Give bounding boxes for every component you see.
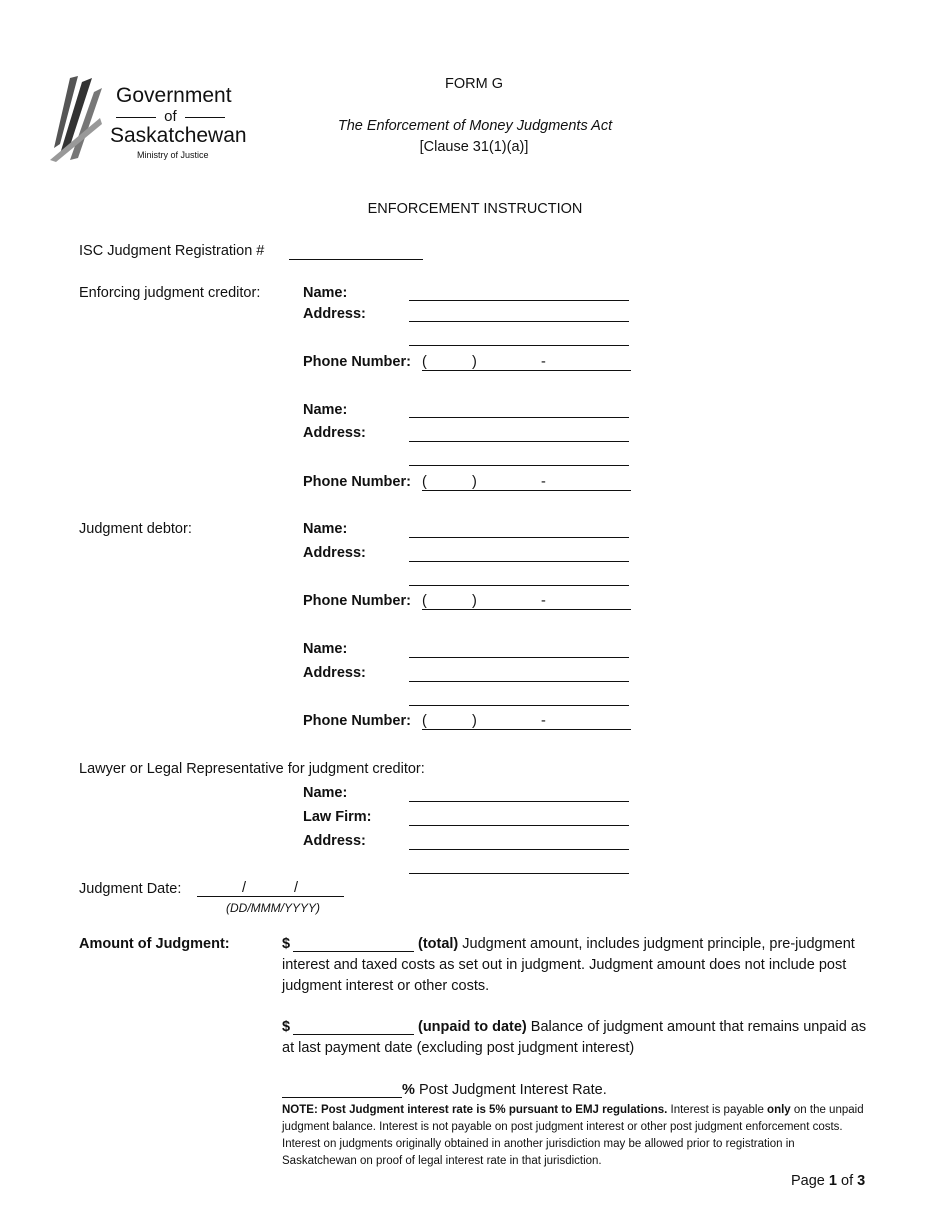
interest-rate-field[interactable] [282, 1097, 402, 1098]
saskatchewan-wheat-logo-icon [48, 74, 104, 164]
debtor-2-address-field-2[interactable] [409, 705, 629, 706]
total-currency-sign: $ [282, 936, 291, 952]
debtor-2-phone-field[interactable] [422, 729, 631, 730]
debtor-1-address-label: Address: [303, 545, 366, 561]
act-title: The Enforcement of Money Judgments Act [337, 118, 613, 134]
lawyer-address-label: Address: [303, 833, 366, 849]
debtor-2-address-label: Address: [303, 665, 366, 681]
lawyer-name-field[interactable] [409, 801, 629, 802]
government-logo [48, 72, 248, 167]
debtor-2-address-field[interactable] [409, 681, 629, 682]
debtor-1-name-label: Name: [303, 521, 348, 537]
lawyer-law-firm-field[interactable] [409, 825, 629, 826]
debtor-1-address-field[interactable] [409, 561, 629, 562]
creditor-1-name-field[interactable] [409, 300, 629, 301]
creditor-1-phone-label: Phone Number: [303, 354, 411, 370]
amount-section-label: Amount of Judgment: [79, 936, 230, 952]
debtor-1-name-field[interactable] [409, 537, 629, 538]
debtor-2-phone-label: Phone Number: [303, 713, 411, 729]
isc-registration-label: ISC Judgment Registration # [79, 243, 265, 259]
lawyer-law-firm-label: Law Firm: [303, 809, 372, 825]
creditor-2-name-label: Name: [303, 402, 348, 418]
creditor-2-phone-field[interactable] [422, 490, 631, 491]
debtor-2-name-field[interactable] [409, 657, 629, 658]
creditor-2-phone-label: Phone Number: [303, 474, 411, 490]
debtor-2-name-label: Name: [303, 641, 348, 657]
logo-line-ministry: Ministry of Justice [137, 150, 209, 160]
interest-rate-label: % Post Judgment Interest Rate. [402, 1082, 607, 1098]
debtor-1-phone-field[interactable] [422, 609, 631, 610]
unpaid-amount-description: (unpaid to date) Balance of judgment amount that remains unpaid as at last payment date (excluding post judgment interest) [282, 1019, 867, 1056]
judgment-date-field[interactable] [197, 896, 344, 897]
lawyer-address-field[interactable] [409, 849, 629, 850]
page-number: Page 1 of 3 [791, 1173, 866, 1189]
logo-line-saskatchewan: Saskatchewan [110, 124, 247, 147]
isc-registration-field[interactable] [289, 259, 423, 260]
judgment-date-format-hint: (DD/MMM/YYYY) [226, 901, 320, 915]
lawyer-name-label: Name: [303, 785, 348, 801]
lawyer-section-label: Lawyer or Legal Representative for judgment creditor: [79, 761, 425, 777]
creditor-1-address-label: Address: [303, 306, 366, 322]
debtor-1-phone-label: Phone Number: [303, 593, 411, 609]
creditor-2-name-field[interactable] [409, 417, 629, 418]
creditor-2-address-label: Address: [303, 425, 366, 441]
creditor-2-address-field-2[interactable] [409, 465, 629, 466]
creditor-1-phone-field[interactable] [422, 370, 631, 371]
total-amount-description: (total) Judgment amount, includes judgment principle, pre-judgment interest and taxed costs as set out in judgment. Judgment amount does not include post judgment interest or other costs. [282, 936, 855, 994]
judgment-date-label: Judgment Date: [79, 881, 182, 897]
logo-line-government: Government [116, 84, 232, 107]
unpaid-currency-sign: $ [282, 1019, 291, 1035]
interest-note: NOTE: Post Judgment interest rate is 5% pursuant to EMJ regulations. Interest is payable only on the unpaid judgment balance. Interest is not payable on post judgment interest or other post judgment enforcement costs. Interest on judgments originally obtained in another jurisdiction may be allowed prior to registration in Saskatchewan on proof of legal interest rate in that jurisdiction. [282, 1104, 864, 1167]
clause-reference: [Clause 31(1)(a)] [419, 139, 529, 155]
creditor-1-address-field[interactable] [409, 321, 629, 322]
debtor-1-address-field-2[interactable] [409, 585, 629, 586]
page-title: ENFORCEMENT INSTRUCTION [367, 201, 583, 217]
creditor-section-label: Enforcing judgment creditor: [79, 285, 261, 301]
creditor-1-address-field-2[interactable] [409, 345, 629, 346]
creditor-2-address-field[interactable] [409, 441, 629, 442]
form-label: FORM G [445, 76, 503, 92]
lawyer-address-field-2[interactable] [409, 873, 629, 874]
debtor-section-label: Judgment debtor: [79, 521, 192, 537]
creditor-1-name-label: Name: [303, 285, 348, 301]
logo-line-of: of [116, 108, 226, 125]
